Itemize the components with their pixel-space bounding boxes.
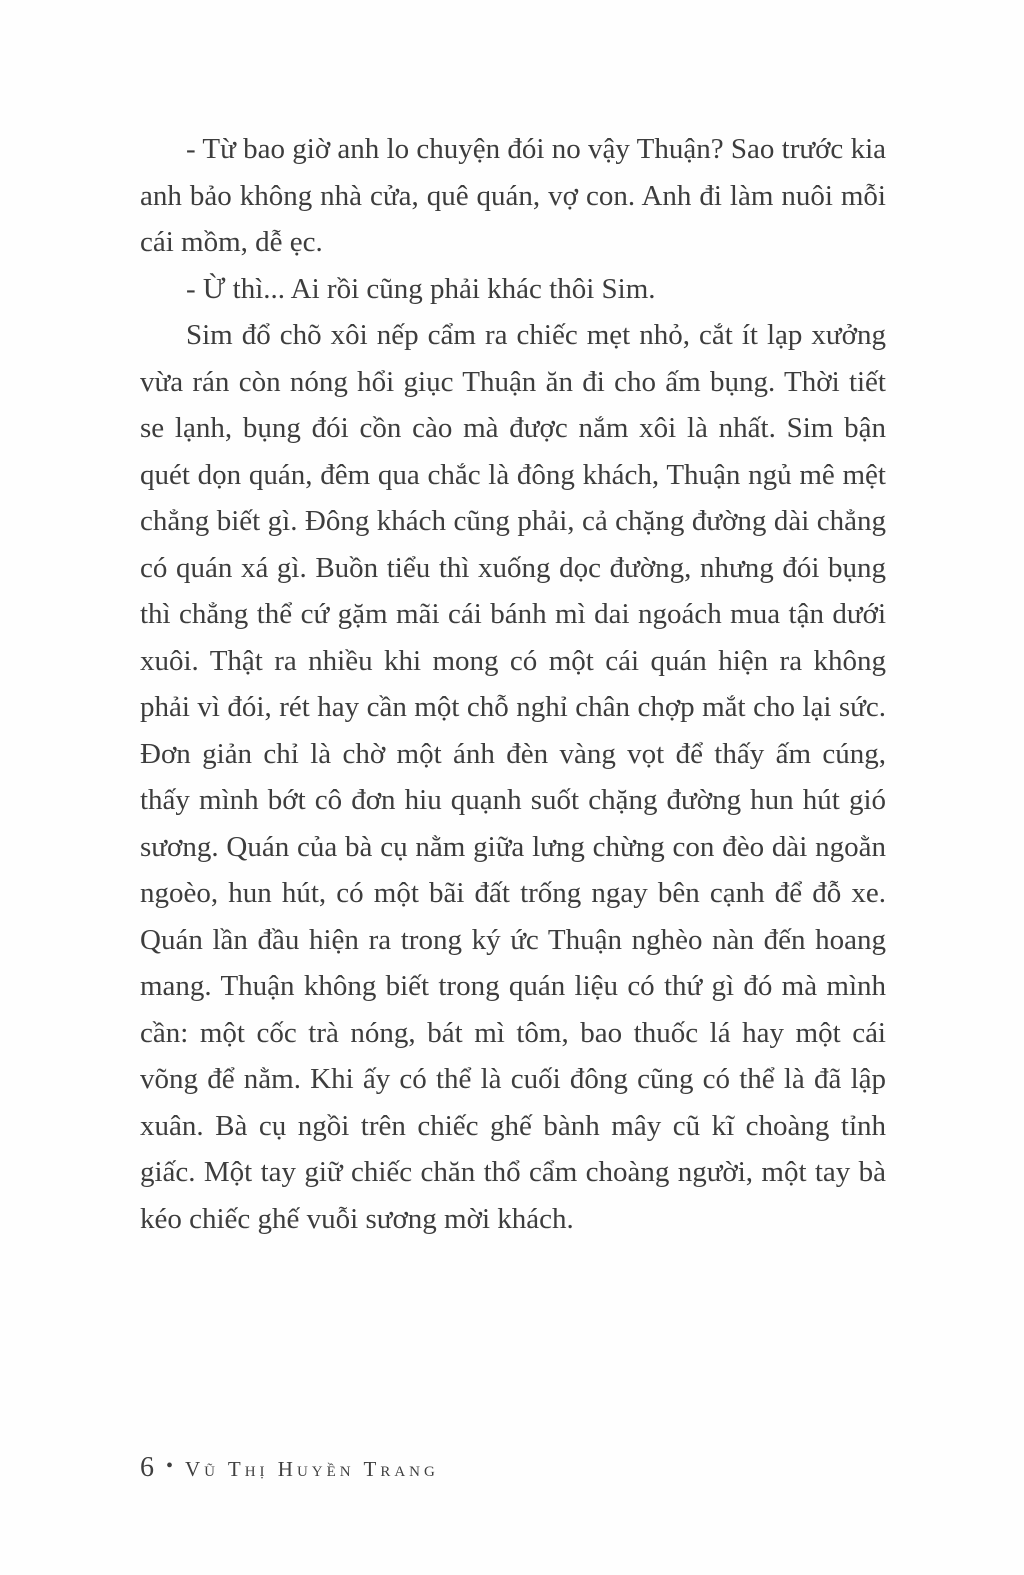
paragraph-narrative: Sim đổ chõ xôi nếp cẩm ra chiếc mẹt nhỏ, cắt ít lạp xưởng vừa rán còn nóng hổi giục Thuận ăn đi cho ấm bụng. Thời tiết se lạnh, bụng đói cồn cào mà được nắm xôi là nhất. Sim bận quét dọn quán, đêm qua chắc là đông khách, Thuận ngủ mê mệt chẳng biết gì. Đông khách cũng phải, cả chặng đường dài chẳng có quán xá gì. Buồn tiểu thì xuống dọc đường, nhưng đói bụng thì chẳng thể cứ gặm mãi cái bánh mì dai ngoách mua tận dưới xuôi. Thật ra nhiều khi mong có một cái quán hiện ra không phải vì đói, rét hay cần một chỗ nghỉ chân chợp mắt cho lại sức. Đơn giản chỉ là chờ một ánh đèn vàng vọt để thấy ấm cúng, thấy mình bớt cô đơn hiu quạnh suốt chặng đường hun hút gió sương. Quán của bà cụ nằm giữa lưng chừng con đèo dài ngoằn ngoèo, hun hút, có một bãi đất trống ngay bên cạnh để đỗ xe. Quán lần đầu hiện ra trong ký ức Thuận nghèo nàn đến hoang mang. Thuận không biết trong quán liệu có thứ gì đó mà mình cần: một cốc trà nóng, bát mì tôm, bao thuốc lá hay một cái võng để nằm. Khi ấy có thể là cuối đông cũng có thể là đã lập xuân. Bà cụ ngồi trên chiếc ghế bành mây cũ kĩ choàng tỉnh giấc. Một tay giữ chiếc chăn thổ cẩm choàng người, một tay bà kéo chiếc ghế vuỗi sương mời khách.: [140, 319, 886, 1235]
body-text: [140, 126, 886, 1242]
page-number: 6: [140, 1452, 154, 1483]
paragraph-dialogue-1: - Từ bao giờ anh lo chuyện đói no vậy Thuận? Sao trước kia anh bảo không nhà cửa, quê quán, vợ con. Anh đi làm nuôi mỗi cái mồm, dễ ẹc.: [140, 133, 886, 258]
footer-separator: •: [166, 1455, 174, 1477]
page-footer: [140, 1452, 439, 1484]
paragraph-dialogue-2: - Ừ thì... Ai rồi cũng phải khác thôi Sim.: [186, 272, 656, 305]
author-name: Vũ Thị Huyền Trang: [185, 1457, 439, 1481]
